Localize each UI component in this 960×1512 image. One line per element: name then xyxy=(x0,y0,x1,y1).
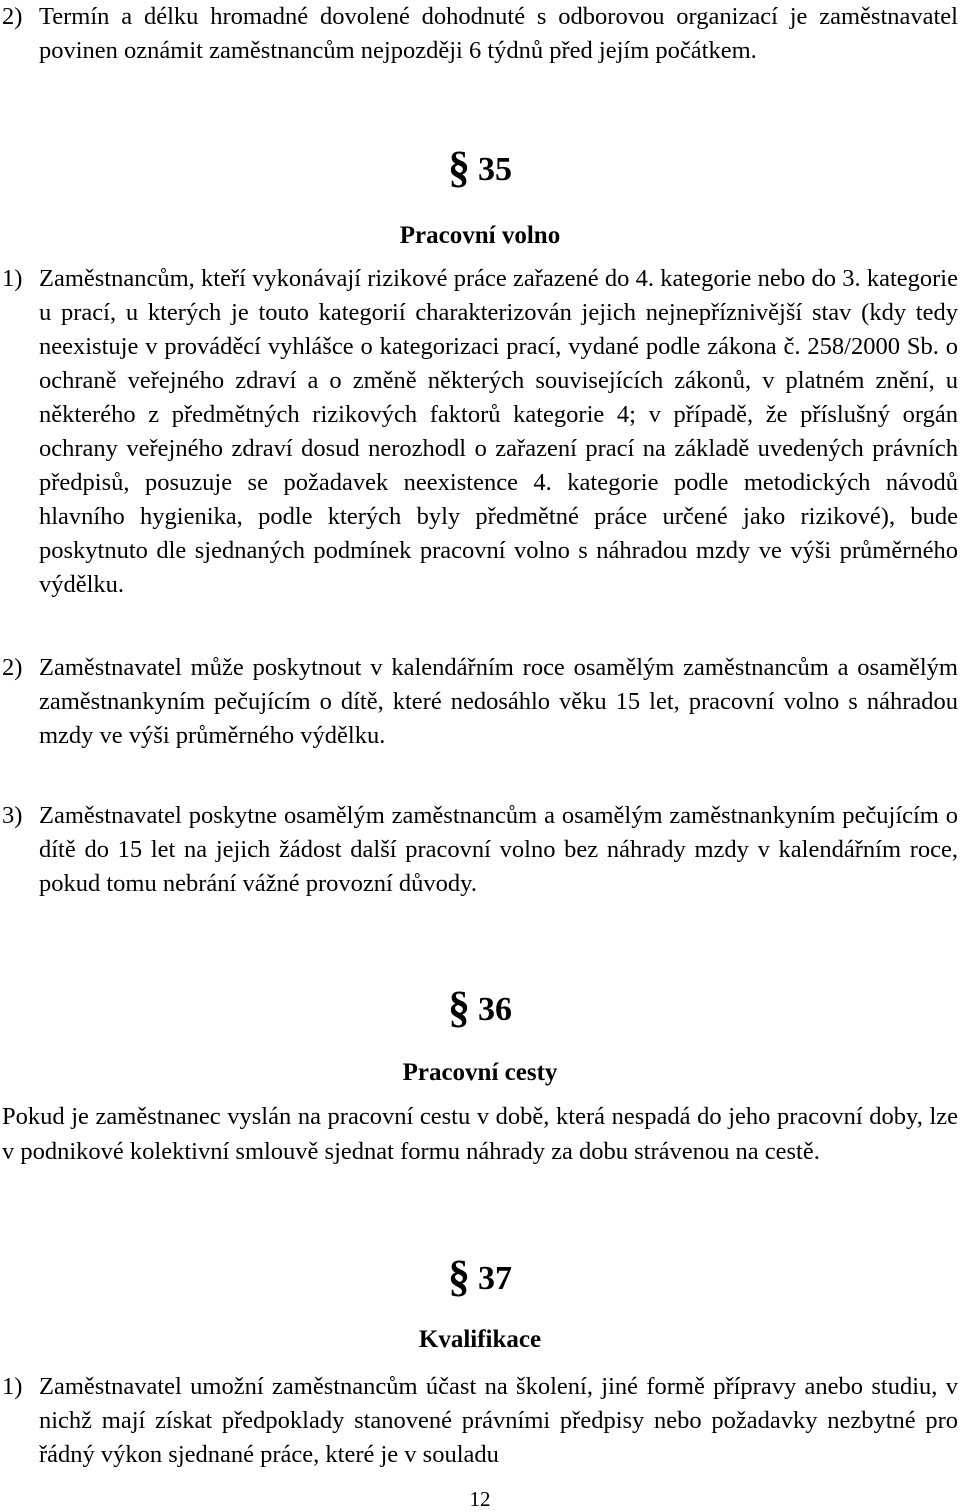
item-number: 2) xyxy=(2,3,23,30)
item-number: 3) xyxy=(2,802,23,829)
page-number: 12 xyxy=(469,1487,491,1511)
item-number: 1) xyxy=(2,265,23,292)
item-text: Zaměstnavatel může poskytnout v kalendářním roce osamělým zaměstnancům a osamělým zaměstnankyním pečujícím o dítě, které nedosáhlo věku 15 let, pracovní volno s náhradou mzdy ve výši průměrného výdělku. xyxy=(39,654,958,749)
section-title-35: Pracovní volno xyxy=(399,222,561,249)
section-heading-36 xyxy=(0,983,960,1032)
section-title-36: Pracovní cesty xyxy=(402,1059,558,1086)
section-symbol: § xyxy=(448,1252,470,1301)
paragraph-item-2-top xyxy=(2,0,958,68)
item-number: 2) xyxy=(2,654,23,681)
section-symbol: § xyxy=(448,143,470,192)
item-text: Termín a délku hromadné dovolené dohodnuté s odborovou organizací je zaměstnavatel povinen oznámit zaměstnancům nejpozději 6 týdnů před jejím počátkem. xyxy=(39,3,958,64)
section-number: 37 xyxy=(478,1260,512,1297)
paragraph-item-37-1 xyxy=(2,1370,958,1472)
section-title-37: Kvalifikace xyxy=(418,1326,542,1353)
section-heading-35 xyxy=(0,143,960,192)
paragraph-item-35-2 xyxy=(2,651,958,753)
item-text: Zaměstnavatel umožní zaměstnancům účast na školení, jiné formě přípravy anebo studiu, v nichž mají získat předpoklady stanovené právními předpisy nebo požadavky nezbytné pro řádný výkon sjednané práce, které je v souladu xyxy=(39,1373,958,1468)
item-text: Zaměstnavatel poskytne osamělým zaměstnancům a osamělým zaměstnankyním pečujícím o dítě do 15 let na jejich žádost další pracovní volno bez náhrady mzdy v kalendářním roce, pokud tomu nebrání vážné provozní důvody. xyxy=(39,802,958,897)
section-36-text: Pokud je zaměstnanec vyslán na pracovní cestu v době, která nespadá do jeho pracovní doby, lze v podnikové kolektivní smlouvě sjednat formu náhrady za dobu strávenou na cestě. xyxy=(2,1103,958,1165)
item-number: 1) xyxy=(2,1373,23,1400)
section-symbol: § xyxy=(448,983,470,1032)
item-text: Zaměstnancům, kteří vykonávají rizikové práce zařazené do 4. kategorie nebo do 3. kategorie u prací, u kterých je touto kategorií charakterizován jejich nejnepříznivější stav (kdy tedy neexistuje v prováděcí vyhlášce o kategorizaci prací, vydané podle zákona č. 258/2000 Sb. o ochraně veřejného zdraví a o změně některých souvisejících zákonů, v platném znění, u některého z předmětných rizikových faktorů kategorie 4; v případě, že příslušný orgán ochrany veřejného zdraví dosud nerozhodl o zařazení prací na základě uvedených právních předpisů, posuzuje se požadavek neexistence 4. kategorie podle metodických návodů hlavního hygienika, podle kterých byly předmětné práce určené jako rizikové), bude poskytnuto dle sjednaných podmínek pracovní volno s náhradou mzdy ve výši průměrného výdělku. xyxy=(39,265,958,598)
paragraph-item-35-1 xyxy=(2,262,958,602)
section-number: 36 xyxy=(478,991,512,1028)
section-number: 35 xyxy=(478,151,512,188)
section-heading-37 xyxy=(0,1252,960,1301)
paragraph-item-35-3 xyxy=(2,799,958,901)
